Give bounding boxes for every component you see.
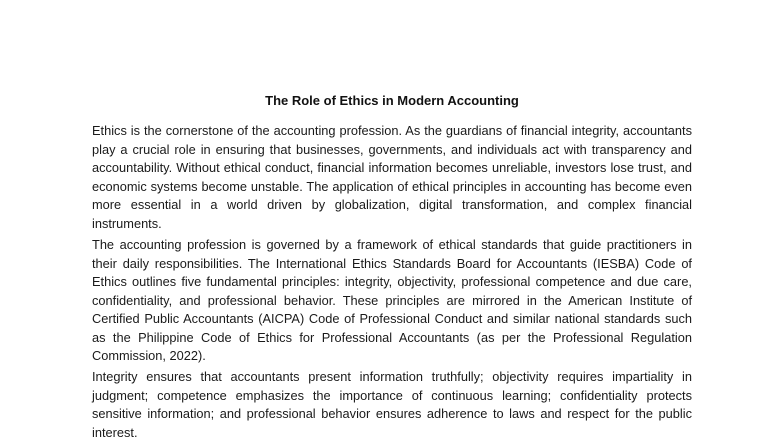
paragraph-ethics-cornerstone: Ethics is the cornerstone of the accounting profession. As the guardians of financial integrity, accountants play a crucial role in ensuring that businesses, governments, and individuals act with transparency and accountability. Without ethical conduct, financial information becomes unreliable, investors lose trust, and economic systems become unstable. The application of ethical principles in accounting has become even more essential in a world driven by globalization, digital transformation, and complex financial instruments. bbox=[92, 123, 692, 231]
paragraph-fundamental-principles: Integrity ensures that accountants present information truthfully; objectivity requires impartiality in judgment; competence emphasizes the importance of continuous learning; confidentiality protects sensitive information; and professional behavior ensures adherence to laws and respect for the public interest. bbox=[92, 369, 692, 440]
paragraph-ethical-standards-framework: The accounting profession is governed by a framework of ethical standards that guide practitioners in their daily responsibilities. The International Ethics Standards Board for Accountants (IESBA) Code of Ethics outlines five fundamental principles: integrity, objectivity, professional competence and due care, confidentiality, and professional behavior. These principles are mirrored in the American Institute of Certified Public Accountants (AICPA) Code of Professional Conduct and similar national standards such as the Philippine Code of Ethics for Professional Accountants (as per the Professional Regulation Commission, 2022). bbox=[92, 237, 692, 363]
document-title: The Role of Ethics in Modern Accounting bbox=[265, 93, 519, 108]
